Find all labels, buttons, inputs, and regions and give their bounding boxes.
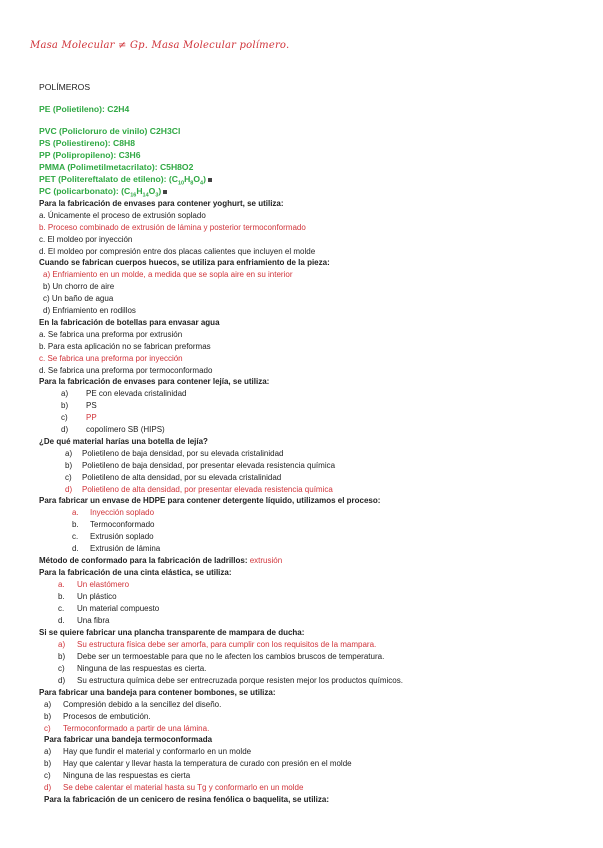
formula-pc bbox=[39, 186, 167, 199]
option-letter: a. bbox=[72, 508, 79, 517]
option-text: Compresión debido a la sencillez del diseño. bbox=[63, 700, 222, 709]
question-ladrillos bbox=[39, 556, 282, 566]
option-text: Extrusión de lámina bbox=[90, 544, 161, 553]
option-letter: d) bbox=[65, 485, 73, 494]
formula-pet bbox=[39, 174, 212, 187]
formula-pc-o: O bbox=[148, 186, 156, 196]
formula-pc-h: H bbox=[136, 186, 143, 196]
formula-pet-sub2: 8 bbox=[190, 180, 194, 187]
formula-pc-sub1: 16 bbox=[130, 192, 137, 199]
option-letter: b. bbox=[58, 592, 65, 601]
formula-ps: PS (Poliestireno): C8H8 bbox=[39, 138, 135, 148]
formula-pet-prefix: PET (Politereftalato de etileno): (C bbox=[39, 174, 178, 184]
option-text-correct: c. Se fabrica una preforma por inyección bbox=[39, 354, 183, 363]
option-text: Hay que fundir el material y conformarlo en un molde bbox=[63, 747, 252, 756]
option-text: copolímero SB (HIPS) bbox=[86, 425, 165, 434]
option-text: a. Únicamente el proceso de extrusión soplado bbox=[39, 211, 206, 220]
formula-pp: PP (Polipropileno): C3H6 bbox=[39, 150, 141, 160]
option-text-correct: Termoconformado a partir de una lámina. bbox=[63, 724, 210, 733]
option-text: a. Se fabrica una preforma por extrusión bbox=[39, 330, 183, 339]
option-letter: b) bbox=[44, 759, 52, 768]
option-text: Ninguna de las respuestas es cierta. bbox=[77, 664, 207, 673]
polymer-n-mark-icon bbox=[208, 178, 212, 182]
option-letter: a) bbox=[44, 700, 52, 709]
option-text-correct: a) Enfriamiento en un molde, a medida que se sopla aire en su interior bbox=[43, 270, 293, 279]
option-text: Polietileno de baja densidad, por presentar elevada resistencia química bbox=[82, 461, 336, 470]
formula-pc-sub3: 3 bbox=[155, 192, 159, 199]
option-text: Extrusión soplado bbox=[90, 532, 154, 541]
option-letter: b) bbox=[44, 712, 52, 721]
formula-pet-sub1: 10 bbox=[177, 180, 185, 187]
option-letter: d) bbox=[44, 783, 52, 792]
handwritten-note: Masa Molecular ≠ Gp. Masa Molecular polímero. bbox=[30, 40, 290, 51]
option-text: Su estructura química debe ser entrecruzada porque resisten mejor los productos químicos. bbox=[77, 676, 403, 685]
formula-pet-o: O bbox=[193, 174, 201, 184]
answer-ladrillos: extrusión bbox=[249, 556, 283, 565]
option-text: Un plástico bbox=[77, 592, 117, 601]
option-text: Polietileno de alta densidad, por su elevada cristalinidad bbox=[82, 473, 282, 482]
polymer-n-mark-icon bbox=[163, 190, 167, 194]
formula-pet-h: H bbox=[184, 174, 191, 184]
question-mampara: Si se quiere fabricar una plancha transparente de mampara de ducha: bbox=[39, 628, 305, 637]
question-bandeja-termoconformada: Para fabricar una bandeja termoconformada bbox=[44, 735, 213, 744]
option-text: Termoconformado bbox=[90, 520, 155, 529]
option-text-correct: PP bbox=[86, 413, 97, 422]
option-letter: d) bbox=[61, 425, 69, 434]
option-letter: c. bbox=[72, 532, 79, 541]
option-letter: b) bbox=[58, 652, 66, 661]
option-text: Hay que calentar y llevar hasta la temperatura de curado con presión en el molde bbox=[63, 759, 352, 768]
option-letter: b. bbox=[72, 520, 79, 529]
option-text: Ninguna de las respuestas es cierta bbox=[63, 771, 191, 780]
option-text-correct: Su estructura física debe ser amorfa, para cumplir con los requisitos de la mampara. bbox=[77, 640, 377, 649]
formula-pet-sub3: 4 bbox=[200, 180, 204, 187]
option-letter: b) bbox=[65, 461, 73, 470]
question-botellas-agua: En la fabricación de botellas para envasar agua bbox=[39, 318, 220, 327]
option-letter: d) bbox=[58, 676, 66, 685]
question-ladrillos-text: Método de conformado para la fabricación de ladrillos: bbox=[39, 556, 248, 565]
question-botella-lejia: ¿De qué material harías una botella de lejía? bbox=[39, 437, 208, 446]
option-letter: c) bbox=[61, 413, 68, 422]
option-letter: a) bbox=[58, 640, 66, 649]
option-text: PE con elevada cristalinidad bbox=[86, 389, 187, 398]
option-letter: a) bbox=[44, 747, 52, 756]
question-envases-lejia: Para la fabricación de envases para contener lejía, se utiliza: bbox=[39, 377, 270, 386]
option-text-correct: Polietileno de alta densidad, por presentar elevada resistencia química bbox=[82, 485, 333, 494]
option-letter: c) bbox=[44, 724, 51, 733]
option-text: Debe ser un termoestable para que no le afecten los cambios bruscos de temperatura. bbox=[77, 652, 385, 661]
question-cuerpos-huecos: Cuando se fabrican cuerpos huecos, se utiliza para enfriamiento de la pieza: bbox=[39, 258, 330, 267]
formula-pc-suffix: ) bbox=[158, 186, 162, 196]
option-letter: c) bbox=[44, 771, 51, 780]
option-letter: c. bbox=[58, 604, 65, 613]
page-title: POLÍMEROS bbox=[39, 82, 91, 92]
question-bandeja-bombones: Para fabricar una bandeja para contener bombones, se utiliza: bbox=[39, 688, 276, 697]
option-text: c. El moldeo por inyección bbox=[39, 235, 133, 244]
option-text: b) Un chorro de aire bbox=[43, 282, 115, 291]
option-letter: a. bbox=[58, 580, 65, 589]
option-text: d. El moldeo por compresión entre dos placas calientes que incluyen el molde bbox=[39, 247, 316, 256]
option-text: Un material compuesto bbox=[77, 604, 160, 613]
formula-pc-sub2: 14 bbox=[142, 192, 149, 199]
option-text: Procesos de embutición. bbox=[63, 712, 151, 721]
question-cinta-elastica: Para la fabricación de una cinta elástica, se utiliza: bbox=[39, 568, 232, 577]
option-letter: b) bbox=[61, 401, 69, 410]
option-letter: a) bbox=[65, 449, 73, 458]
formula-pe: PE (Polietileno): C2H4 bbox=[39, 104, 130, 114]
option-text: Polietileno de baja densidad, por su elevada cristalinidad bbox=[82, 449, 284, 458]
option-letter: d. bbox=[58, 616, 65, 625]
option-text-correct: Se debe calentar el material hasta su Tg y conformarlo en un molde bbox=[63, 783, 304, 792]
option-text-correct: Inyección soplado bbox=[90, 508, 155, 517]
option-text: d. Se fabrica una preforma por termoconformado bbox=[39, 366, 213, 375]
question-cenicero: Para la fabricación de un cenicero de resina fenólica o baquelita, se utiliza: bbox=[44, 795, 329, 804]
question-yoghurt: Para la fabricación de envases para contener yoghurt, se utiliza: bbox=[39, 199, 284, 208]
question-hdpe-detergente: Para fabricar un envase de HDPE para contener detergente líquido, utilizamos el proceso: bbox=[39, 496, 381, 505]
option-text: d) Enfriamiento en rodillos bbox=[43, 306, 136, 315]
option-letter: c) bbox=[58, 664, 65, 673]
option-text-correct: Un elastómero bbox=[77, 580, 130, 589]
formula-pvc: PVC (Policloruro de vinilo) C2H3Cl bbox=[39, 126, 181, 136]
formula-pmma: PMMA (Polimetilmetacrilato): C5H8O2 bbox=[39, 162, 194, 172]
option-letter: c) bbox=[65, 473, 72, 482]
option-text: b. Para esta aplicación no se fabrican preformas bbox=[39, 342, 211, 351]
option-text: c) Un baño de agua bbox=[43, 294, 114, 303]
formula-pc-prefix: PC (policarbonato): (C bbox=[39, 186, 131, 196]
option-letter: a) bbox=[61, 389, 69, 398]
option-text-correct: b. Proceso combinado de extrusión de lámina y posterior termoconformado bbox=[39, 223, 306, 232]
option-text: PS bbox=[86, 401, 97, 410]
option-letter: d. bbox=[72, 544, 79, 553]
option-text: Una fibra bbox=[77, 616, 110, 625]
formula-pet-suffix: ) bbox=[203, 174, 206, 184]
